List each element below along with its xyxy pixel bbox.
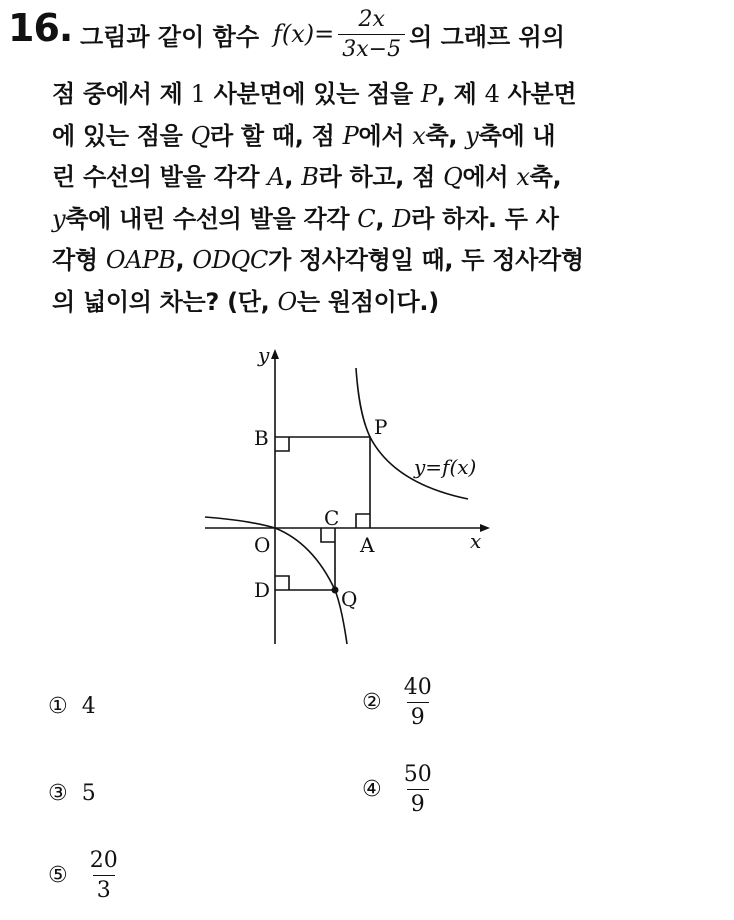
quadrant-number: 4 [484, 80, 500, 108]
point-A: A [267, 163, 285, 191]
text: 사분면 [507, 80, 577, 108]
choice-fraction [86, 848, 122, 903]
label-B: B [254, 426, 269, 450]
function-lhs: f(x)= [273, 20, 335, 48]
text: 각형 [52, 246, 98, 274]
text: 에서 [358, 121, 405, 150]
choice-denominator: 3 [93, 875, 115, 903]
question-number: 16. [8, 6, 73, 50]
label-P: P [374, 415, 388, 439]
text: 에서 [462, 163, 509, 191]
y-axis-label: y [258, 343, 270, 367]
function-numerator: 2x [358, 6, 385, 32]
point-B: B [301, 163, 319, 191]
choice-mark: ② [362, 690, 382, 715]
text: 라 하고, 점 [318, 163, 436, 191]
choice-denominator: 9 [407, 702, 429, 730]
choice-mark: ③ [48, 781, 68, 806]
choice-numerator: 20 [89, 848, 118, 873]
point-D: D [392, 204, 412, 233]
text: 의 넓이의 차는? (단, [52, 287, 270, 316]
var-x: x [516, 163, 530, 191]
point-Q: Q [443, 163, 463, 191]
y-axis-arrow-icon [271, 349, 279, 359]
choice-value: 5 [81, 781, 96, 806]
curve-label: y=f(x) [414, 455, 477, 479]
line1-suffix: 의 그래프 위의 [409, 22, 565, 51]
var-y: y [52, 204, 66, 233]
point-P: P [342, 121, 359, 150]
x-axis-arrow-icon [480, 524, 490, 532]
right-angle-A [356, 514, 370, 528]
text: 는 원점이다.) [296, 287, 439, 316]
text: 라 하자. 두 사 [411, 204, 559, 233]
point-P: P [420, 80, 437, 108]
right-angle-B [275, 437, 289, 451]
choice-mark: ⑤ [48, 863, 68, 888]
function-fraction [338, 7, 405, 62]
choice-value: 4 [81, 694, 96, 719]
function-denominator: 3x−5 [338, 34, 405, 62]
right-angle-C [321, 528, 335, 542]
label-C: C [324, 506, 340, 530]
square-OAPB: OAPB [105, 246, 176, 274]
graph-figure [200, 338, 510, 650]
quadrant-number: 1 [190, 80, 206, 108]
line1-prefix: 그림과 같이 함수 [80, 22, 259, 51]
label-O: O [254, 533, 271, 557]
choice-mark: ① [48, 694, 68, 719]
label-Q: Q [341, 587, 358, 611]
text: 라 할 때, 점 [209, 121, 335, 150]
label-D: D [254, 578, 271, 602]
origin-O: O [277, 287, 297, 316]
choice-numerator: 40 [403, 675, 432, 700]
text: , [375, 204, 385, 233]
var-x: x [412, 121, 426, 150]
right-angle-D [275, 576, 289, 590]
question-line-1 [80, 2, 565, 66]
choice-4[interactable] [362, 762, 440, 817]
question-line-3 [52, 116, 712, 158]
choice-fraction [400, 762, 436, 817]
text: , [175, 246, 185, 274]
question-body [52, 74, 712, 323]
point-Q: Q [190, 121, 210, 150]
question-line-6 [52, 240, 712, 282]
label-A: A [360, 533, 375, 557]
square-ODQC-lines [275, 528, 335, 590]
text: 린 수선의 발을 각각 [52, 163, 260, 191]
text: 축에 내린 수선의 발을 각각 [65, 204, 350, 233]
text: 가 정사각형일 때, 두 정사각형 [268, 246, 584, 274]
curve-left-branch [205, 517, 347, 644]
text: 점 중에서 제 [52, 80, 183, 108]
question-line-7 [52, 282, 712, 324]
point-C: C [357, 204, 376, 233]
question-line-2 [52, 74, 712, 116]
choice-2[interactable] [362, 675, 440, 730]
question-line-4 [52, 157, 712, 199]
x-axis-label: x [470, 529, 482, 553]
choice-3[interactable] [48, 781, 96, 806]
question-line-5 [52, 199, 712, 241]
choice-fraction [400, 675, 436, 730]
choice-numerator: 50 [403, 762, 432, 787]
text: 축, [529, 163, 562, 191]
text: 축, [425, 121, 458, 150]
choice-denominator: 9 [407, 789, 429, 817]
point-Q-dot [332, 587, 339, 594]
curve-right-branch [356, 368, 468, 499]
choice-5[interactable] [48, 848, 126, 903]
var-y: y [465, 121, 479, 150]
square-ODQC: ODQC [192, 246, 269, 274]
text: 축에 내 [478, 121, 556, 150]
text: , [284, 163, 294, 191]
choice-1[interactable] [48, 694, 96, 719]
text: 에 있는 점을 [52, 121, 183, 150]
choice-mark: ④ [362, 777, 382, 802]
text: , 제 [436, 80, 477, 108]
text: 사분면에 있는 점을 [213, 80, 413, 108]
